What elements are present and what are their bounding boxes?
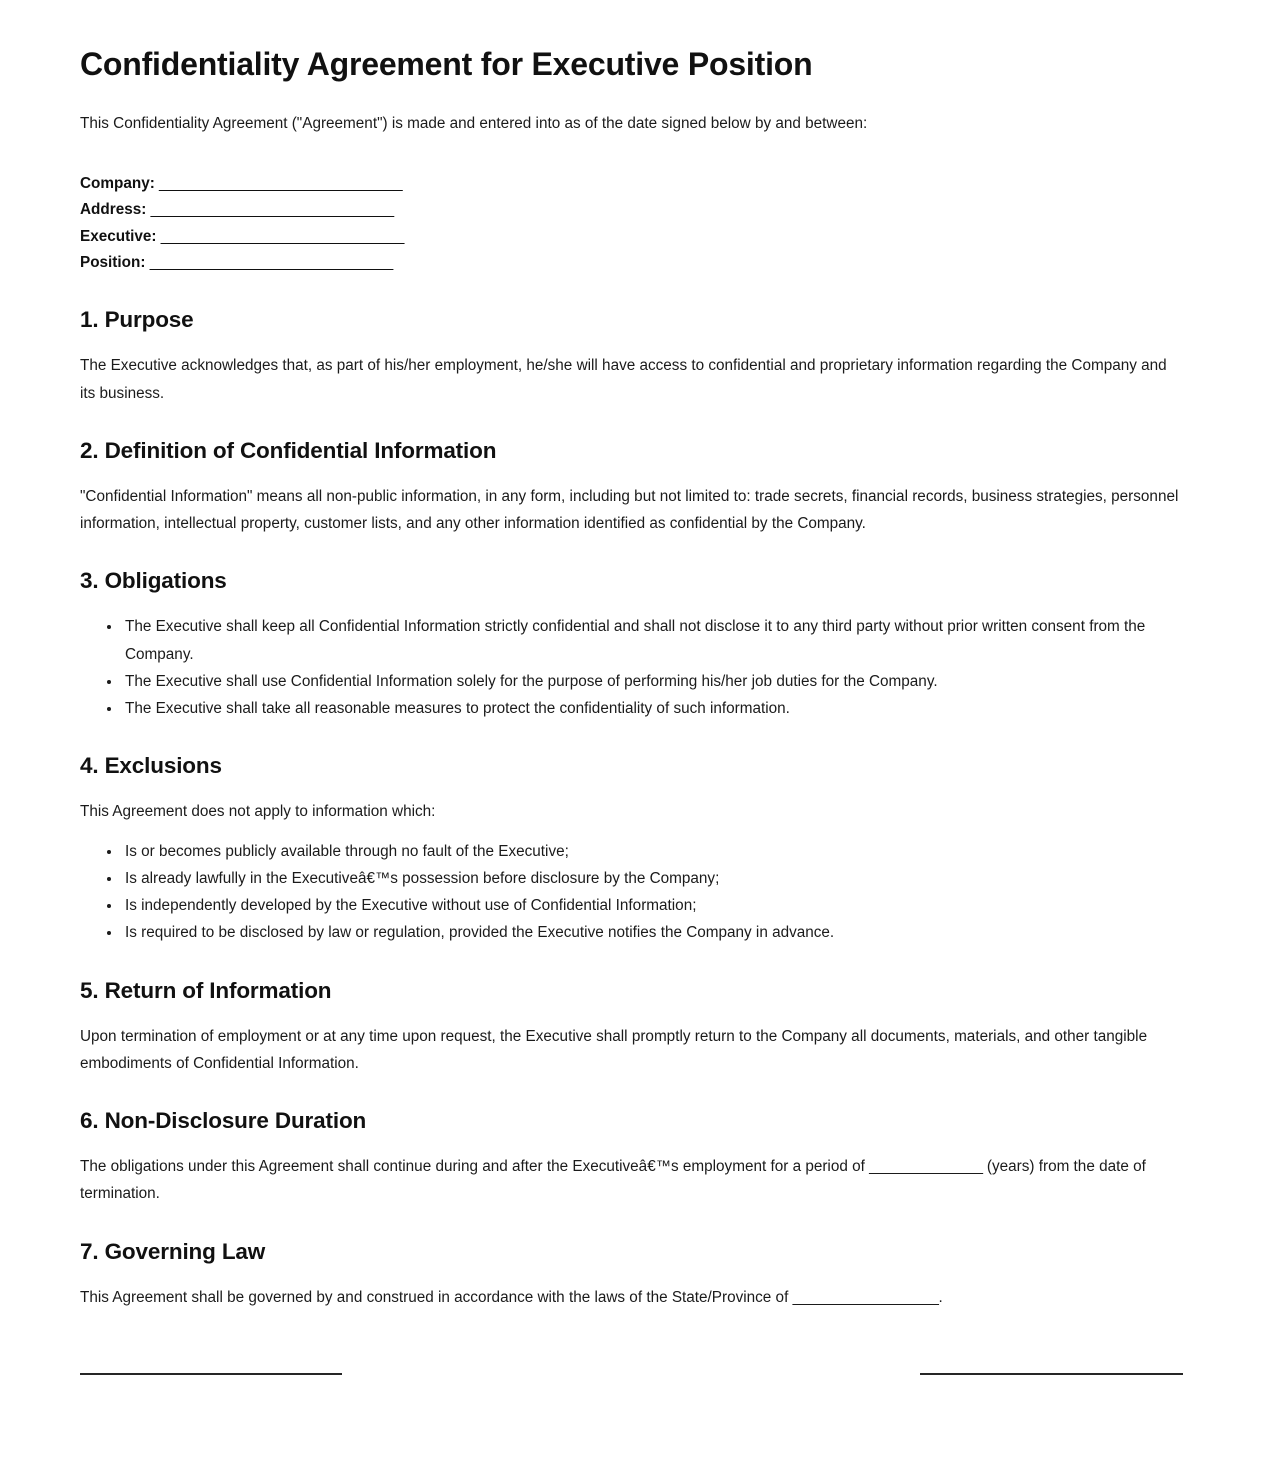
page-title: Confidentiality Agreement for Executive Position bbox=[80, 46, 813, 82]
list-item: • Is independently developed by the Executive without use of Confidential Information; bbox=[122, 892, 1183, 919]
exclusions-list bbox=[80, 838, 1183, 947]
party-fields-block bbox=[80, 171, 1183, 276]
exclusions-lead-in: This Agreement does not apply to information which: bbox=[80, 803, 436, 821]
section-heading-duration: 6. Non-Disclosure Duration bbox=[80, 1108, 367, 1134]
party-field-address bbox=[80, 197, 1183, 223]
section-obligations bbox=[80, 567, 1183, 722]
section-non-disclosure-duration bbox=[80, 1107, 1183, 1208]
duration-text-before: The obligations under this Agreement shall continue during and after the Executiveâ€™s employment for a period of bbox=[80, 1158, 870, 1176]
signature-line-right[interactable] bbox=[920, 1373, 1183, 1375]
signature-area bbox=[80, 1373, 1183, 1465]
section-exclusions bbox=[80, 752, 1183, 946]
list-item: • Is required to be disclosed by law or regulation, provided the Executive notifies the Company in advance. bbox=[122, 919, 1183, 946]
signature-line-left[interactable] bbox=[80, 1373, 342, 1375]
section-body-return: Upon termination of employment or at any time upon request, the Executive shall promptly return to the Company all documents, materials, and other tangible embodiments of Confidential Information. bbox=[80, 1027, 1148, 1072]
party-blank-executive[interactable]: ______________________________ bbox=[160, 227, 405, 245]
party-blank-address[interactable]: ______________________________ bbox=[150, 201, 394, 219]
party-label-address: Address: bbox=[80, 201, 147, 219]
section-body-purpose: The Executive acknowledges that, as part of his/her employment, he/she will have access to confidential and proprietary information regarding the Company and its business. bbox=[80, 357, 1167, 402]
section-return-of-information bbox=[80, 977, 1183, 1078]
section-heading-governing-law: 7. Governing Law bbox=[80, 1238, 266, 1264]
section-body-definition: "Confidential Information" means all non-public information, in any form, including but not limited to: trade secrets, financial records, business strategies, personnel information, intellectual property, customer lists, and any other information identified as confidential by the Company. bbox=[80, 487, 1179, 533]
governing-law-blank[interactable]: __________________ bbox=[792, 1288, 939, 1306]
governing-law-text-before: This Agreement shall be governed by and construed in accordance with the laws of the State/Province of bbox=[80, 1288, 793, 1306]
list-item: • Is already lawfully in the Executiveâ€™s possession before disclosure by the Company; bbox=[122, 865, 1183, 892]
list-item: • The Executive shall keep all Confidential Information strictly confidential and shall not disclose it to any third party without prior written consent from the Company. bbox=[122, 613, 1183, 667]
list-item: • The Executive shall use Confidential Information solely for the purpose of performing his/her job duties for the Company. bbox=[122, 668, 1183, 695]
section-body-duration bbox=[80, 1153, 1183, 1207]
duration-blank[interactable]: ______________ bbox=[869, 1158, 983, 1176]
duration-text-after: (years) from the date of termination. bbox=[80, 1158, 1146, 1203]
section-heading-purpose: 1. Purpose bbox=[80, 307, 194, 333]
section-heading-obligations: 3. Obligations bbox=[80, 568, 227, 594]
party-blank-position[interactable]: ______________________________ bbox=[149, 253, 393, 271]
list-item: • Is or becomes publicly available through no fault of the Executive; bbox=[122, 838, 1183, 865]
party-field-position bbox=[80, 250, 1183, 276]
section-heading-return: 5. Return of Information bbox=[80, 977, 332, 1003]
obligations-list bbox=[80, 613, 1183, 722]
section-heading-definition: 2. Definition of Confidential Information bbox=[80, 437, 497, 463]
party-label-company: Company: bbox=[80, 174, 155, 192]
section-governing-law bbox=[80, 1238, 1183, 1311]
governing-law-text-after: . bbox=[938, 1288, 943, 1306]
party-label-executive: Executive: bbox=[80, 227, 157, 245]
section-definition bbox=[80, 437, 1183, 538]
party-field-company bbox=[80, 171, 1183, 197]
party-label-position: Position: bbox=[80, 253, 146, 271]
list-item: • The Executive shall take all reasonable measures to protect the confidentiality of such information. bbox=[122, 695, 1183, 722]
section-purpose bbox=[80, 306, 1183, 407]
section-heading-exclusions: 4. Exclusions bbox=[80, 753, 222, 779]
party-field-executive bbox=[80, 224, 1183, 250]
section-body-governing-law bbox=[80, 1284, 1183, 1311]
party-blank-company[interactable]: ______________________________ bbox=[159, 174, 403, 192]
intro-paragraph: This Confidentiality Agreement ("Agreement") is made and entered into as of the date signed below by and between: bbox=[80, 114, 868, 132]
